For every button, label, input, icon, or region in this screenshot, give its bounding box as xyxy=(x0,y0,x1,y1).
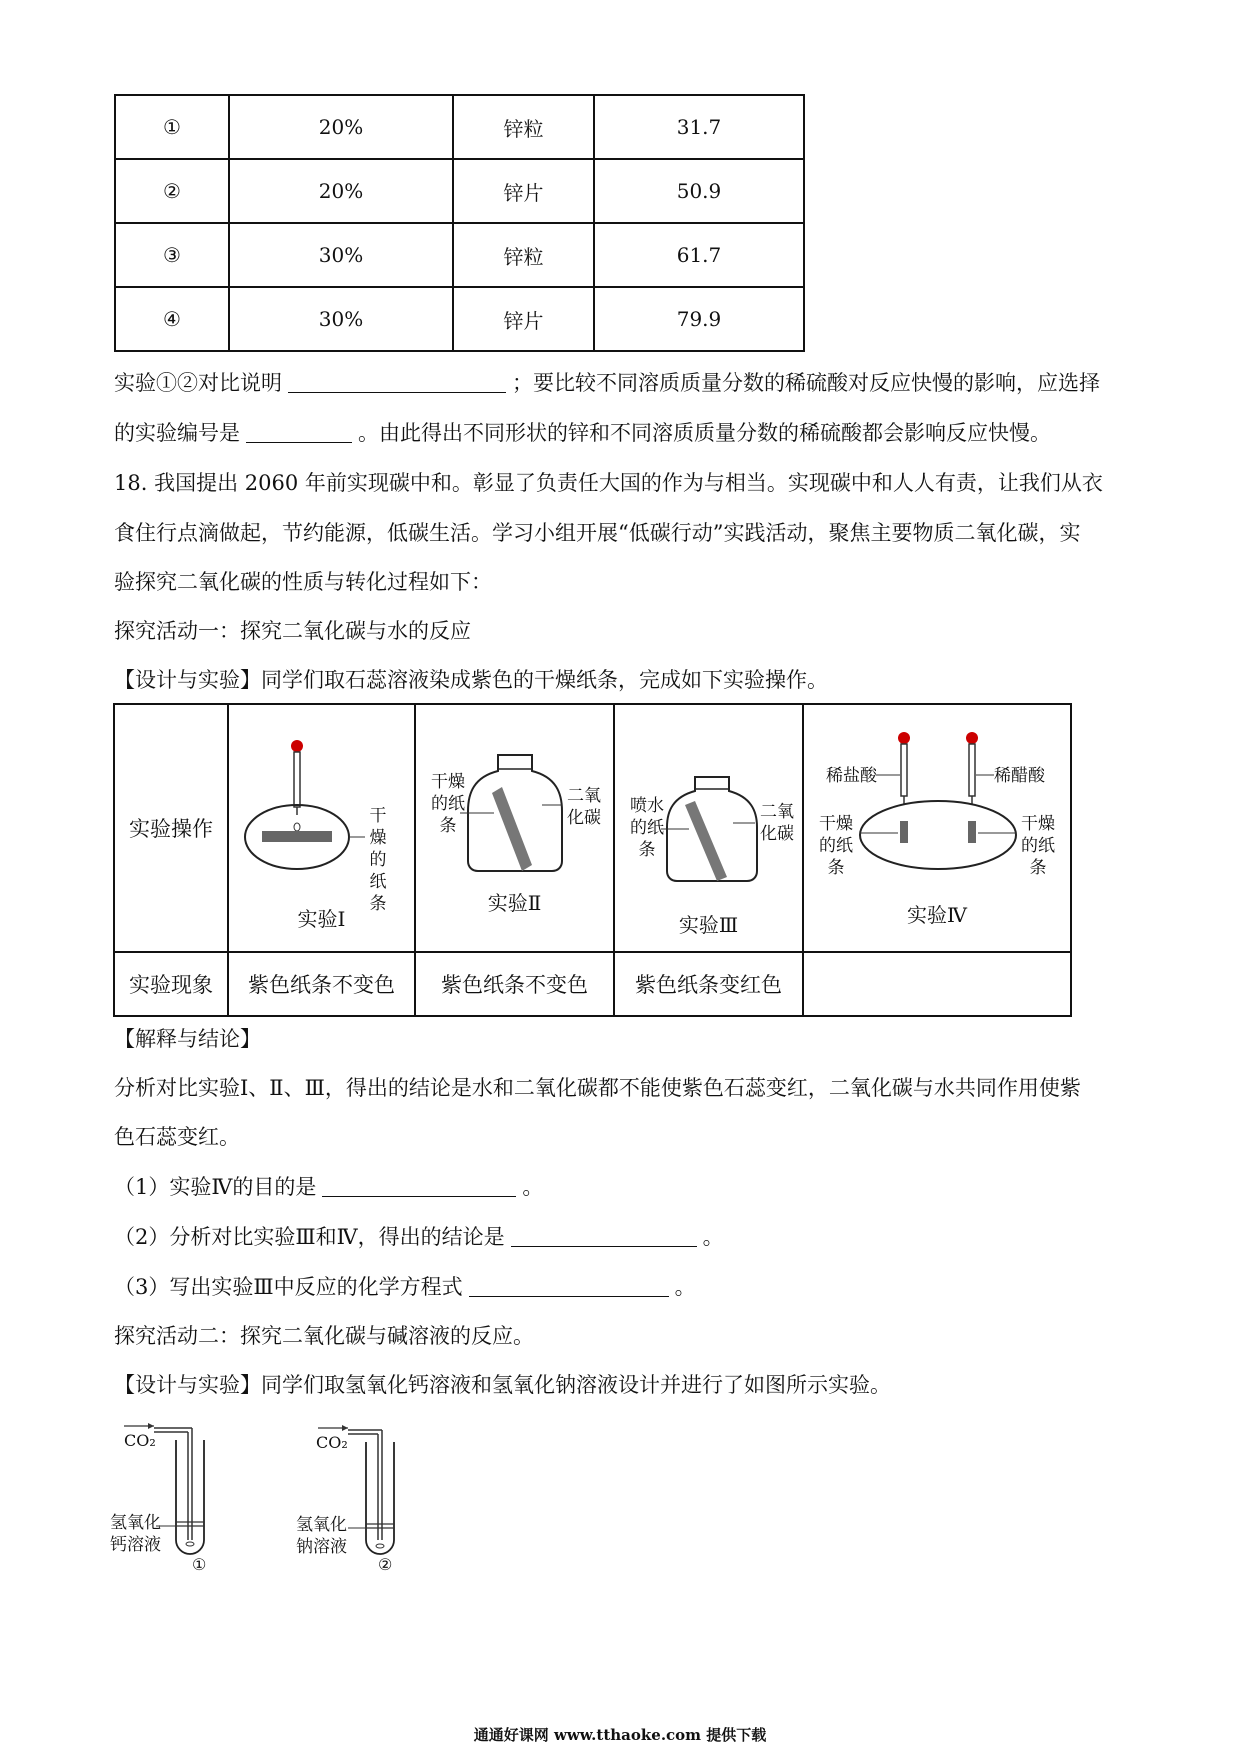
q-text: （3）写出实验Ⅲ中反应的化学方程式 xyxy=(114,1275,463,1299)
arrow-icon xyxy=(342,1425,348,1431)
q-text: 。 xyxy=(702,1225,724,1249)
q-text: 的实验编号是 xyxy=(114,421,240,445)
table-row xyxy=(115,223,804,287)
experiment-table xyxy=(113,703,1072,1017)
tube1-solution: 氢氧化钙溶液 xyxy=(110,1513,161,1555)
exp3-caption: 实验Ⅲ xyxy=(678,913,739,937)
table-cell: ④ xyxy=(115,287,229,351)
dropper-tube-icon xyxy=(901,744,907,796)
q-text: （2）分析对比实验Ⅲ和Ⅳ，得出的结论是 xyxy=(114,1225,505,1249)
answer-blank[interactable] xyxy=(246,420,352,443)
paper-strip-icon xyxy=(900,821,908,843)
table-cell: ③ xyxy=(115,223,229,287)
exp4-cell xyxy=(803,704,1071,952)
table-cell: 50.9 xyxy=(594,159,804,223)
tube-figure-1 xyxy=(110,1418,230,1574)
q18-line1: 18. 我国提出 2060 年前实现碳中和。彰显了负责任大国的作为与相当。实现碳中和人人有责，让我们从衣 xyxy=(114,471,1103,495)
exp2-caption: 实验Ⅱ xyxy=(487,891,542,915)
analysis-line2: 色石蕊变红。 xyxy=(114,1125,240,1149)
test-tube-icon xyxy=(176,1440,204,1554)
paper-strip-icon xyxy=(685,801,727,881)
tube-figure-2 xyxy=(292,1418,412,1574)
tube2-number: ② xyxy=(378,1555,393,1574)
paper-strip-icon xyxy=(492,787,532,871)
q-text: 。由此得出不同形状的锌和不同溶质质量分数的稀硫酸都会影响反应快慢。 xyxy=(358,421,1051,445)
exp1-cell xyxy=(228,704,415,952)
q-text: 。 xyxy=(674,1275,696,1299)
comparison-question-line1 xyxy=(114,368,1134,398)
exp3-label-right: 二氧化碳 xyxy=(760,802,794,844)
dropper-tube-icon xyxy=(294,752,300,807)
exp2-label-left: 干燥的纸条 xyxy=(431,772,465,836)
exp4-caption: 实验Ⅳ xyxy=(907,903,967,927)
exp3-label-left: 喷水的纸条 xyxy=(630,796,664,860)
q18-line2: 食住行点滴做起，节约能源，低碳生活。学习小组开展“低碳行动”实践活动，聚焦主要物质二氧化碳，实 xyxy=(114,521,1081,545)
answer-blank[interactable] xyxy=(322,1174,516,1197)
dish-icon xyxy=(860,801,1016,869)
delivery-tube-icon xyxy=(188,1428,192,1540)
tube2-gas: CO₂ xyxy=(316,1433,348,1452)
exp2-cell xyxy=(415,704,614,952)
comparison-question-line2 xyxy=(114,418,1134,448)
answer-blank[interactable] xyxy=(469,1274,669,1297)
exp4-observation[interactable] xyxy=(803,952,1071,1016)
table-cell: 30% xyxy=(229,287,453,351)
paper-strip-icon xyxy=(262,831,332,842)
row-header-operation: 实验操作 xyxy=(114,704,228,952)
table-cell: 锌粒 xyxy=(453,223,594,287)
dropper-tube-icon xyxy=(969,744,975,796)
table-cell: 20% xyxy=(229,159,453,223)
table-cell: 20% xyxy=(229,95,453,159)
page-footer: 通通好课网 www.tthaoke.com 提供下载 xyxy=(473,1726,767,1744)
zinc-reaction-table xyxy=(114,94,805,352)
table-cell: ② xyxy=(115,159,229,223)
table-row xyxy=(115,159,804,223)
table-cell: 31.7 xyxy=(594,95,804,159)
tube1-gas: CO₂ xyxy=(124,1431,156,1450)
table-row xyxy=(115,95,804,159)
question-2 xyxy=(114,1222,1134,1252)
tube2-solution: 氢氧化钠溶液 xyxy=(296,1515,347,1557)
explain-heading: 【解释与结论】 xyxy=(114,1027,261,1051)
table-cell: 30% xyxy=(229,223,453,287)
paper-strip-icon xyxy=(968,821,976,843)
activity1-heading: 探究活动一：探究二氧化碳与水的反应 xyxy=(114,619,471,643)
question-1 xyxy=(114,1172,1134,1202)
design1-text: 【设计与实验】同学们取石蕊溶液染成紫色的干燥纸条，完成如下实验操作。 xyxy=(114,668,828,692)
q-text: （1）实验Ⅳ的目的是 xyxy=(114,1175,317,1199)
row-header-observation: 实验现象 xyxy=(114,952,228,1016)
test-tube-icon xyxy=(366,1442,394,1554)
table-cell: ① xyxy=(115,95,229,159)
design2-text: 【设计与实验】同学们取氢氧化钙溶液和氢氧化钠溶液设计并进行了如图所示实验。 xyxy=(114,1373,891,1397)
exp2-observation: 紫色纸条不变色 xyxy=(415,952,614,1016)
exp4-label-left: 干燥的纸条 xyxy=(819,814,853,878)
table-cell: 锌粒 xyxy=(453,95,594,159)
activity2-heading: 探究活动二：探究二氧化碳与碱溶液的反应。 xyxy=(114,1324,534,1348)
q-text: 实验①②对比说明 xyxy=(114,371,282,395)
dropper-bulb-icon xyxy=(898,732,910,744)
analysis-line1: 分析对比实验Ⅰ、Ⅱ、Ⅲ，得出的结论是水和二氧化碳都不能使紫色石蕊变红，二氧化碳与水共同作用使紫 xyxy=(114,1076,1081,1100)
q18-line3: 验探究二氧化碳的性质与转化过程如下： xyxy=(114,570,492,594)
answer-blank[interactable] xyxy=(511,1224,697,1247)
exp4-label-right: 干燥的纸条 xyxy=(1021,814,1055,878)
table-row xyxy=(115,287,804,351)
exp2-label-right: 二氧化碳 xyxy=(567,786,601,828)
q-text: ；要比较不同溶质质量分数的稀硫酸对反应快慢的影响，应选择 xyxy=(512,371,1100,395)
exp4-acid-left: 稀盐酸 xyxy=(826,766,877,786)
table-cell: 61.7 xyxy=(594,223,804,287)
question-3 xyxy=(114,1272,1134,1302)
exp1-label-right: 干燥的纸条 xyxy=(369,806,387,914)
exp4-acid-right: 稀醋酸 xyxy=(994,766,1045,786)
table-cell: 锌片 xyxy=(453,159,594,223)
table-cell: 79.9 xyxy=(594,287,804,351)
q-text: 。 xyxy=(522,1175,544,1199)
exp3-observation: 紫色纸条变红色 xyxy=(614,952,803,1016)
dropper-bulb-icon xyxy=(966,732,978,744)
exp1-observation: 紫色纸条不变色 xyxy=(228,952,415,1016)
exp1-caption: 实验Ⅰ xyxy=(297,907,346,931)
exp3-cell xyxy=(614,704,803,952)
table-cell: 锌片 xyxy=(453,287,594,351)
tube1-number: ① xyxy=(192,1555,207,1574)
dropper-bulb-icon xyxy=(291,740,303,752)
answer-blank[interactable] xyxy=(288,370,506,393)
arrow-icon xyxy=(148,1423,154,1429)
